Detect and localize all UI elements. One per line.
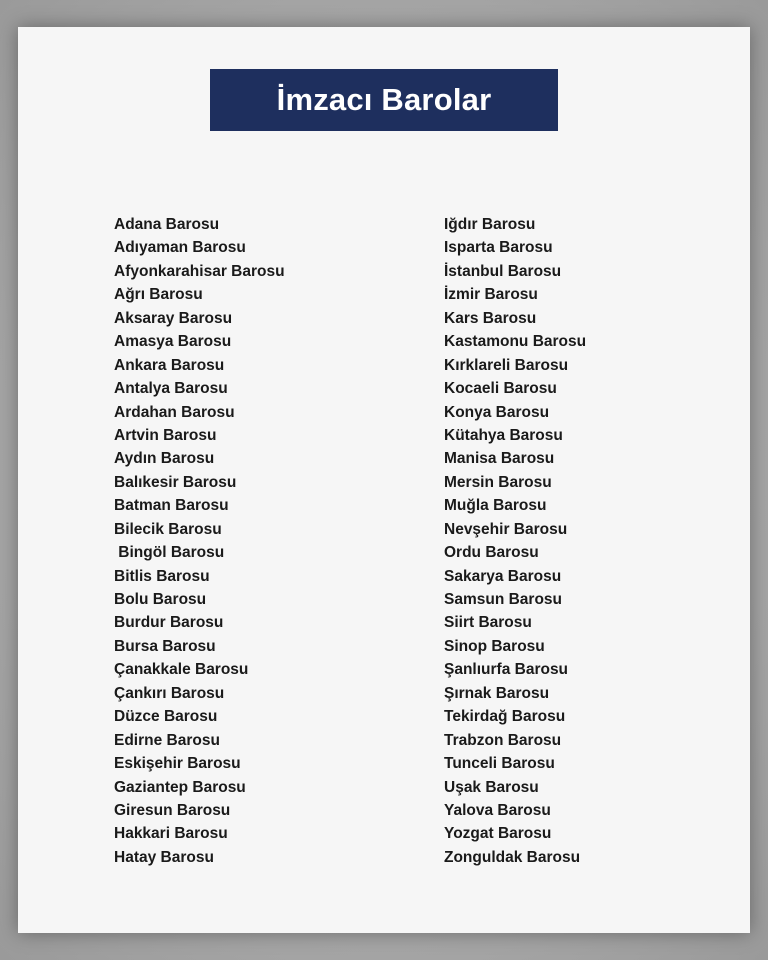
document-sheet (18, 27, 750, 933)
bar-list-item: Yozgat Barosu (444, 825, 552, 843)
bar-list-item: Bursa Barosu (114, 637, 216, 655)
bar-list-item: Isparta Barosu (444, 239, 553, 257)
bar-list-item: Çanakkale Barosu (114, 661, 249, 679)
bar-list-item: Gaziantep Barosu (114, 778, 246, 796)
bar-list-item: Batman Barosu (114, 497, 229, 515)
bar-list-item: Sinop Barosu (444, 637, 545, 655)
bar-list-item: İzmir Barosu (444, 286, 538, 304)
bar-list-item: Adana Barosu (114, 216, 220, 233)
bar-list-item: Tekirdağ Barosu (444, 708, 566, 726)
bar-list-item: Tunceli Barosu (444, 755, 555, 773)
bar-list-item: Artvin Barosu (114, 426, 217, 444)
bar-list-item: İstanbul Barosu (444, 262, 562, 280)
bar-list-item: Hatay Barosu (114, 848, 214, 866)
bar-list-item: Muğla Barosu (444, 497, 547, 515)
bar-list-item: Adıyaman Barosu (114, 239, 246, 257)
bar-list-item: Kütahya Barosu (444, 426, 563, 444)
bar-list-item: Amasya Barosu (114, 333, 232, 351)
bar-list-item: Ordu Barosu (444, 544, 539, 562)
bar-list-item: Çankırı Barosu (114, 684, 225, 702)
bar-list-item: Eskişehir Barosu (114, 755, 241, 773)
title-banner (210, 69, 558, 131)
bar-list-item: Bolu Barosu (114, 591, 207, 608)
bar-list-item: Siirt Barosu (444, 614, 532, 632)
bar-list-item: Ankara Barosu (114, 356, 225, 374)
bar-list-item: Düzce Barosu (114, 708, 218, 726)
bar-list-item: Uşak Barosu (444, 778, 539, 796)
bar-list-item: Antalya Barosu (114, 380, 228, 398)
bar-list-item: Kastamonu Barosu (444, 333, 587, 351)
bar-list-item: Kırklareli Barosu (444, 356, 569, 374)
bar-list-item: Bingöl Barosu (114, 544, 225, 562)
bar-list-item: Zonguldak Barosu (444, 848, 581, 866)
bar-list-item: Aksaray Barosu (114, 309, 233, 327)
bar-list-item: Bilecik Barosu (114, 520, 222, 538)
bar-list-item: Iğdır Barosu (444, 216, 536, 233)
bar-list-item: Bitlis Barosu (114, 567, 210, 585)
bar-list-item: Ardahan Barosu (114, 403, 235, 421)
bar-list-item: Aydın Barosu (114, 450, 215, 468)
bar-list-item: Burdur Barosu (114, 614, 224, 632)
bar-list-item: Ağrı Barosu (114, 286, 203, 304)
bar-list-item: Nevşehir Barosu (444, 520, 568, 538)
bar-list-item: Edirne Barosu (114, 731, 220, 749)
page-title: İmzacı Barolar (276, 82, 492, 117)
bar-list-item: Yalova Barosu (444, 801, 551, 819)
bar-list-item: Trabzon Barosu (444, 731, 562, 749)
bar-list-item: Sakarya Barosu (444, 567, 562, 585)
bar-list-item: Konya Barosu (444, 403, 550, 421)
bar-list-item: Şanlıurfa Barosu (444, 661, 569, 679)
bar-list-item: Manisa Barosu (444, 450, 555, 468)
bar-list-left (114, 213, 285, 869)
bar-list-item: Samsun Barosu (444, 591, 563, 608)
bar-list-item: Giresun Barosu (114, 801, 231, 819)
bar-list-item: Şırnak Barosu (444, 684, 550, 702)
bar-list-item: Afyonkarahisar Barosu (114, 262, 285, 280)
bar-list-item: Mersin Barosu (444, 473, 552, 491)
bar-list-item: Balıkesir Barosu (114, 473, 237, 491)
bar-list-item: Kars Barosu (444, 309, 537, 327)
bar-list-item: Hakkari Barosu (114, 825, 228, 843)
bar-list-item: Kocaeli Barosu (444, 380, 557, 398)
bar-list-right (444, 213, 586, 869)
